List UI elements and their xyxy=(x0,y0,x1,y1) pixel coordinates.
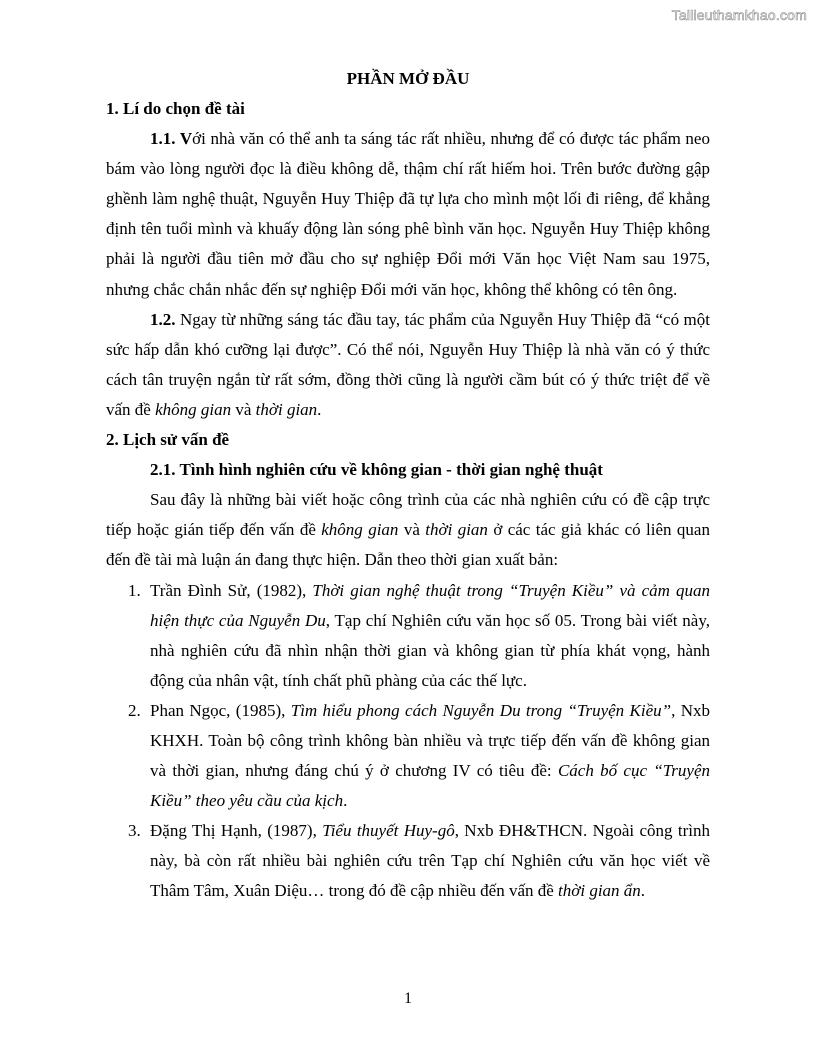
emphasis-text: không gian xyxy=(155,399,232,419)
paragraph-text: ở các tác giả khác có liên quan đến đề tài mà luận án đang thực hiện. Dẫn theo thời gian xuất bản: xyxy=(106,520,710,570)
reference-list xyxy=(106,576,710,907)
reference-text: , Tạp chí Nghiên cứu văn học số 05. Trong bài viết này, nhà nghiên cứu đã nhìn nhận thời gian và không gian từ phía khát vọng, hành động của nhân vật, tính chất phũ phàng của các thế lực. xyxy=(150,610,710,690)
reference-title: Tiểu thuyết Huy-gô xyxy=(322,821,455,841)
paragraph-text: Ngay từ những sáng tác đầu tay, tác phẩm của Nguyễn Huy Thiệp đã “có một sức hấp dẫn khó cưỡng lại được”. Có thể nói, Nguyễn Huy Thiệp là nhà văn có ý thức cách tân truyện ngắn từ rất sớm, đồng thời cũng là người cầm bút có ý thức triệt để về vấn đề xyxy=(106,309,710,419)
section-2-1-heading: 2.1. Tình hình nghiên cứu về không gian - thời gian nghệ thuật xyxy=(150,460,603,480)
reference-item xyxy=(106,696,710,816)
reference-number: 2. xyxy=(128,700,141,720)
section-1-paragraph-1 xyxy=(106,124,710,305)
section-2-heading: 2. Lịch sử vấn đề xyxy=(106,430,230,450)
reference-item xyxy=(106,576,710,696)
reference-text: Trần Đình Sử, (1982), xyxy=(150,580,313,600)
section-1-paragraph-2 xyxy=(106,305,710,425)
paragraph-text: . xyxy=(317,399,322,419)
paragraph-text: ới nhà văn có thể anh ta sáng tác rất nhiều, nhưng để có được tác phẩm neo bám vào lòng người đọc là điều không dễ, thậm chí rất hiếm hoi. Trên bước đường gập ghềnh làm nghệ thuật, Nguyễn Huy Thiệp đã tự lựa cho mình một lối đi riêng, để khẳng định tên tuổi mình và khuấy động làn sóng phê bình văn học. Nguyễn Huy Thiệp không phải là người đầu tiên mở đầu cho sự nghiệp Đổi mới Văn học Việt Nam sau 1975, nhưng chắc chắn nhắc đến sự nghiệp Đổi mới văn học, không thể không có tên ông. xyxy=(106,129,710,299)
paragraph-text: và xyxy=(231,399,256,419)
paragraph-label: 1.1. V xyxy=(150,129,193,149)
emphasis-text: Cách bố cục “Truyện Kiều” theo yêu cầu của kịch xyxy=(150,761,711,811)
reference-text: Đặng Thị Hạnh, (1987), xyxy=(150,821,323,841)
reference-text: , Nxb KHXH. Toàn bộ công trình không bàn nhiều và trực tiếp đến vấn đề không gian và thời gian, nhưng đáng chú ý ở chương IV có tiêu đề: xyxy=(150,700,710,781)
reference-text: Phan Ngọc, (1985), xyxy=(150,700,291,720)
reference-text: . xyxy=(640,881,646,901)
paragraph-label: 1.2. xyxy=(150,309,176,329)
reference-title: Thời gian nghệ thuật trong “Truyện Kiều” và cảm quan hiện thực của Nguyễn Du xyxy=(150,580,711,630)
page-number: 1 xyxy=(404,990,412,1007)
reference-text: . xyxy=(343,791,348,811)
paragraph-text: và xyxy=(398,520,426,540)
emphasis-text: thời gian xyxy=(255,399,318,419)
emphasis-text: không gian xyxy=(321,520,399,540)
reference-text: , Nxb ĐH&THCN. Ngoài công trình này, bà còn rất nhiều bài nghiên cứu trên Tạp chí Nghiên cứu văn học viết về Thâm Tâm, Xuân Diệu… trong đó đề cập nhiều đến vấn đề xyxy=(150,821,710,901)
section-1-heading: 1. Lí do chọn đề tài xyxy=(106,99,245,118)
reference-number: 1. xyxy=(128,580,141,600)
section-2-intro-paragraph xyxy=(106,485,710,575)
reference-number: 3. xyxy=(128,821,141,841)
page-title: PHẦN MỞ ĐẦU xyxy=(346,69,470,88)
watermark: Tailieuthamkhao.com xyxy=(671,7,807,23)
reference-item xyxy=(106,816,710,906)
emphasis-text: thời gian xyxy=(425,520,488,540)
paragraph-text: Sau đây là những bài viết hoặc công trình của các nhà nghiên cứu có đề cập trực tiếp hoặc gián tiếp đến vấn đề xyxy=(106,490,710,540)
emphasis-text: thời gian ẩn xyxy=(558,881,641,901)
reference-title: Tìm hiểu phong cách Nguyễn Du trong “Truyện Kiều” xyxy=(290,700,672,720)
document-page xyxy=(106,64,710,907)
